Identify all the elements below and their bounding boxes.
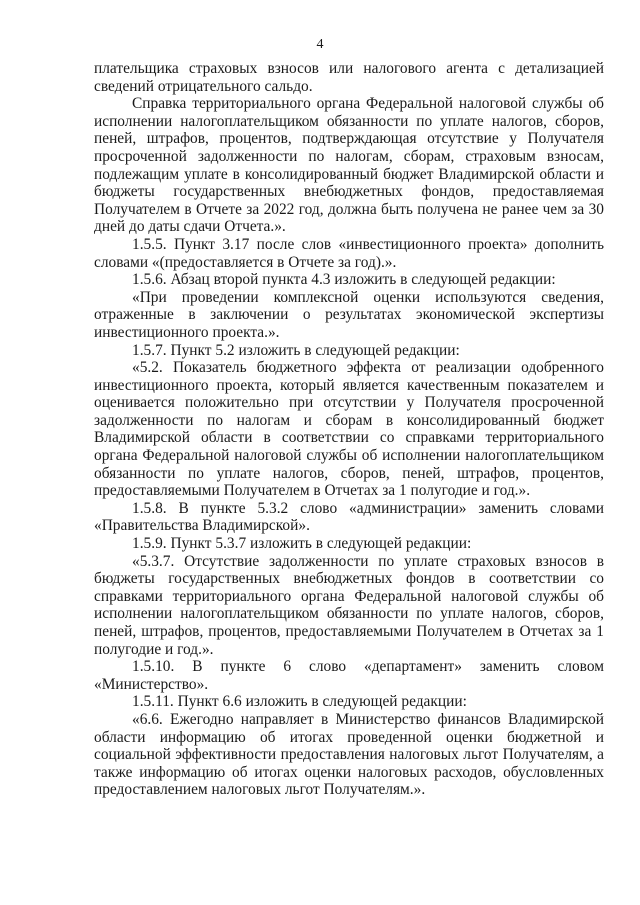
paragraph-item-1-5-6: 1.5.6. Абзац второй пункта 4.3 изложить в следующей редакции: bbox=[132, 271, 556, 289]
paragraph-quote-6-6: «6.6. Ежегодно направляет в Министерство финансов Владимирской области информацию об итогах проведенной оценки бюджетной и социальной эффективности предоставления налоговых льгот Получателям, а также информацию об итогах оценки налоговых расходов, обусловленных предоставлением налоговых льгот Получателям.». bbox=[94, 710, 604, 799]
document-body bbox=[94, 60, 604, 799]
paragraph-item-1-5-8: 1.5.8. В пункте 5.3.2 слово «администрации» заменить словами «Правительства Владимирской». bbox=[94, 499, 604, 535]
paragraph-item-1-5-5: 1.5.5. Пункт 3.17 после слов «инвестиционного проекта» дополнить словами «(предоставляется в Отчете за год).». bbox=[94, 235, 604, 271]
paragraph-quote-5-2: «5.2. Показатель бюджетного эффекта от реализации одобренного инвестиционного проекта, который является качественным показателем и оценивается положительно при отсутствии у Получателя просроченной задолженности по налогам и сборам в консолидированный бюджет Владимирской области в соответствии со справками территориального органа Федеральной налоговой службы об исполнении налогоплательщиком обязанности по уплате налогов, сборов, пеней, штрафов, процентов, предоставляемыми Получателем в Отчетах за 1 полугодие и год.». bbox=[94, 359, 604, 500]
paragraph-continuation: плательщика страховых взносов или налогового агента с детализацией сведений отрицательного сальдо. bbox=[94, 60, 604, 95]
paragraph-tax-certificate: Справка территориального органа Федеральной налоговой службы об исполнении налогоплательщиком обязанности по уплате налогов, сборов, пеней, штрафов, процентов, подтверждающая отсутствие у Получателя просроченной задолженности по налогам, сборам, страховым взносам, подлежащим уплате в консолидированный бюджет Владимирской области и бюджеты государственных внебюджетных фондов, предоставляемая Получателем в Отчете за 2022 год, должна быть получена не ранее чем за 30 дней до даты сдачи Отчета.». bbox=[94, 95, 604, 236]
paragraph-item-1-5-9: 1.5.9. Пункт 5.3.7 изложить в следующей редакции: bbox=[132, 535, 472, 553]
paragraph-item-1-5-11: 1.5.11. Пункт 6.6 изложить в следующей редакции: bbox=[132, 693, 467, 711]
page-number: 4 bbox=[316, 37, 324, 52]
paragraph-item-1-5-7: 1.5.7. Пункт 5.2 изложить в следующей редакции: bbox=[132, 341, 460, 359]
paragraph-item-1-5-10: 1.5.10. В пункте 6 слово «департамент» заменить словом «Министерство». bbox=[94, 658, 604, 693]
paragraph-quote-5-3-7: «5.3.7. Отсутствие задолженности по уплате страховых взносов в бюджеты государственных внебюджетных фондов в соответствии со справками территориального органа Федеральной налоговой службы об исполнении налогоплательщиком обязанности по уплате налогов, сборов, пеней, штрафов, процентов, предоставляемыми Получателем в Отчетах за 1 полугодие и год.». bbox=[94, 552, 604, 658]
paragraph-quote-4-3: «При проведении комплексной оценки используются сведения, отраженные в заключении о результатах экономической экспертизы инвестиционного проекта.». bbox=[94, 288, 604, 341]
